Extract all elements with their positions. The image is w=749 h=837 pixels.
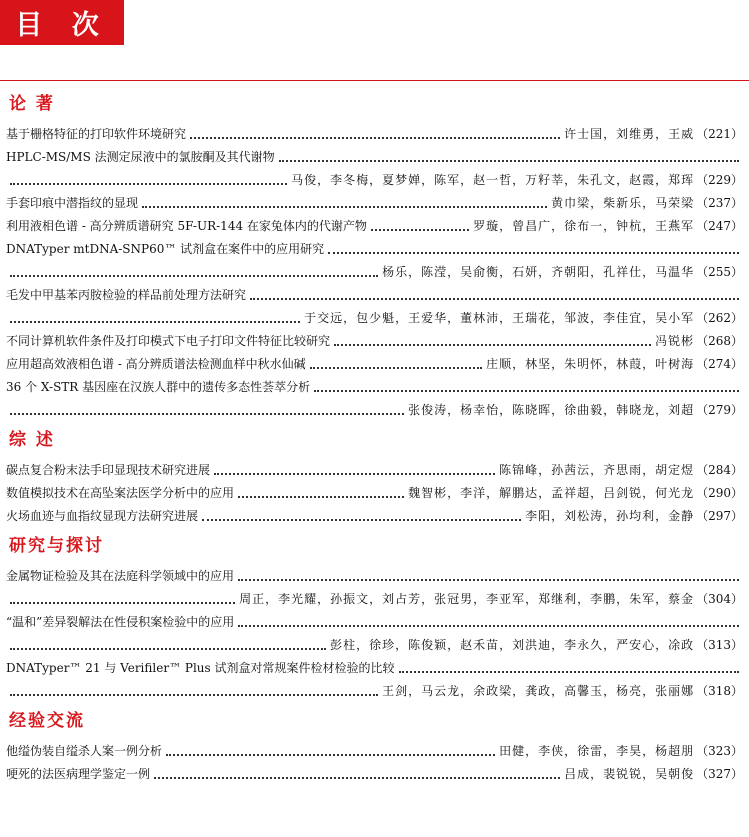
leader-dots	[399, 671, 740, 673]
entry-authors: 马俊，李冬梅，夏梦婵，陈军，赵一哲，万籽莘，朱孔文，赵霞，郑珲	[291, 173, 695, 187]
leader-dots	[10, 602, 235, 604]
table-of-contents	[6, 86, 743, 786]
entry-title: 基于栅格特征的打印软件环境研究	[6, 127, 187, 141]
leader-dots	[10, 183, 287, 185]
entry-title-line	[6, 376, 743, 399]
entry-authors: 陈锦峰，孙茜沄，齐思雨，胡定煜	[499, 463, 695, 477]
entry-authors: 张俊涛，杨幸怡，陈晓晖，徐曲毅，韩晓龙，刘超	[408, 403, 695, 417]
leader-dots	[328, 252, 739, 254]
entry-title: 36 个 X-STR 基因座在汉族人群中的遗传多态性荟萃分析	[6, 380, 311, 394]
entry-page: （279）	[696, 403, 743, 417]
entry-page: （290）	[696, 486, 743, 500]
entry-title: 碳点复合粉末法手印显现技术研究进展	[6, 463, 211, 477]
entry-page: （221）	[696, 127, 743, 141]
toc-header: 目 次	[0, 0, 124, 45]
entry-page: （229）	[696, 173, 743, 187]
entry-authors: 王剑，马云龙，余政梁，龚政，高馨玉，杨亮，张丽娜	[382, 684, 695, 698]
leader-dots	[10, 321, 300, 323]
entry-line	[6, 123, 743, 146]
toc-entry[interactable]	[6, 376, 743, 422]
toc-section	[6, 709, 743, 786]
leader-dots	[250, 298, 739, 300]
toc-entry[interactable]	[6, 459, 743, 482]
entry-line	[6, 505, 743, 528]
leader-dots	[166, 754, 495, 756]
entry-line	[6, 459, 743, 482]
entry-title: 哽死的法医病理学鉴定一例	[6, 767, 151, 781]
entry-page: （255）	[696, 265, 743, 279]
leader-dots	[154, 777, 560, 779]
entry-title: HPLC-MS/MS 法测定尿液中的氯胺酮及其代谢物	[6, 150, 275, 164]
entry-title: 金属物证检验及其在法庭科学领域中的应用	[6, 569, 235, 583]
entry-line	[6, 763, 743, 786]
entry-page: （247）	[696, 219, 743, 233]
entry-authors: 吕成，裴锐锐，吴朝俊	[564, 767, 695, 781]
leader-dots	[279, 160, 739, 162]
entry-line	[6, 482, 743, 505]
leader-dots	[238, 579, 739, 581]
entry-title-line	[6, 284, 743, 307]
header-rule	[0, 80, 749, 81]
leader-dots	[314, 390, 739, 392]
section-title: 研究与探讨	[9, 536, 104, 556]
entry-authors: 杨乐，陈滢，吴俞衡，石妍，齐朝阳，孔祥仕，马温华	[382, 265, 695, 279]
leader-dots	[371, 229, 469, 231]
toc-section	[6, 534, 743, 703]
toc-entry[interactable]	[6, 505, 743, 528]
entry-page: （237）	[696, 196, 743, 210]
entry-title-line	[6, 611, 743, 634]
toc-entry[interactable]	[6, 565, 743, 611]
toc-entry[interactable]	[6, 238, 743, 284]
entry-author-line	[6, 399, 743, 422]
entry-title: 火场血迹与血指纹显现方法研究进展	[6, 509, 199, 523]
entry-page: （262）	[696, 311, 743, 325]
entry-author-line	[6, 680, 743, 703]
leader-dots	[190, 137, 560, 139]
toc-entry[interactable]	[6, 146, 743, 192]
entry-authors: 彭柱，徐珍，陈俊颖，赵禾苗，刘洪迪，李永久，严安心，凃政	[330, 638, 695, 652]
toc-entry[interactable]	[6, 330, 743, 353]
leader-dots	[202, 519, 521, 521]
entry-title: 手套印痕中潜指纹的显现	[6, 196, 139, 210]
toc-entry[interactable]	[6, 657, 743, 703]
entry-title: 不同计算机软件条件及打印模式下电子打印文件特征比较研究	[6, 334, 331, 348]
entry-title-line	[6, 657, 743, 680]
leader-dots	[10, 413, 404, 415]
entry-page: （284）	[696, 463, 743, 477]
entry-line	[6, 215, 743, 238]
entry-title: 他缢伪装自缢杀人案一例分析	[6, 744, 163, 758]
entry-title: “温和”差异裂解法在性侵积案检验中的应用	[6, 615, 235, 629]
entry-title-line	[6, 238, 743, 261]
entry-authors: 田健，李侠，徐雷，李昊，杨超朋	[499, 744, 695, 758]
entry-authors: 于交远，包少魁，王爱华，董林沛，王瑞花，邹波，李佳宜，吴小军	[304, 311, 695, 325]
entry-author-line	[6, 261, 743, 284]
entry-page: （268）	[696, 334, 743, 348]
section-title: 综 述	[9, 430, 55, 450]
leader-dots	[10, 275, 378, 277]
entry-line	[6, 192, 743, 215]
entry-page: （313）	[696, 638, 743, 652]
toc-entry[interactable]	[6, 192, 743, 215]
entry-author-line	[6, 307, 743, 330]
toc-entry[interactable]	[6, 763, 743, 786]
entry-page: （297）	[696, 509, 743, 523]
entry-page: （274）	[696, 357, 743, 371]
entry-title: 利用液相色谱 - 高分辨质谱研究 5F-UR-144 在家兔体内的代谢产物	[6, 219, 367, 233]
entry-author-line	[6, 169, 743, 192]
entry-authors: 庄顺，林坚，朱明怀，林葭，叶树海	[486, 357, 695, 371]
entry-authors: 周正，李光耀，孙振文，刘占芳，张冠男，李亚军，郑继利，李鹏，朱军，蔡金	[239, 592, 695, 606]
toc-section	[6, 92, 743, 422]
toc-section	[6, 428, 743, 528]
entry-line	[6, 353, 743, 376]
entry-page: （318）	[696, 684, 743, 698]
leader-dots	[214, 473, 495, 475]
toc-entry[interactable]	[6, 482, 743, 505]
toc-entry[interactable]	[6, 123, 743, 146]
leader-dots	[10, 648, 326, 650]
entry-page: （304）	[696, 592, 743, 606]
entry-authors: 罗璇，曾昌广，徐布一，钟杭，王燕军	[473, 219, 695, 233]
entry-authors: 冯锐彬	[655, 334, 695, 348]
entry-line	[6, 330, 743, 353]
toc-entry[interactable]	[6, 284, 743, 330]
entry-author-line	[6, 588, 743, 611]
leader-dots	[334, 344, 651, 346]
leader-dots	[142, 206, 547, 208]
entry-title: DNATyper mtDNA-SNP60™ 试剂盒在案件中的应用研究	[6, 242, 325, 256]
entry-title: 数值模拟技术在高坠案法医学分析中的应用	[6, 486, 235, 500]
entry-title-line	[6, 146, 743, 169]
toc-entry[interactable]	[6, 353, 743, 376]
leader-dots	[238, 625, 739, 627]
section-title: 论 著	[9, 94, 55, 114]
entry-title: 应用超高效液相色谱 - 高分辨质谱法检测血样中秋水仙碱	[6, 357, 306, 371]
section-title: 经验交流	[9, 711, 85, 731]
leader-dots	[10, 694, 378, 696]
entry-authors: 魏智彬，李洋，解鹏达，孟祥超，吕剑锐，何光龙	[408, 486, 695, 500]
entry-title-line	[6, 565, 743, 588]
entry-title: DNATyper™ 21 与 Verifiler™ Plus 试剂盒对常规案件检材检验的比较	[6, 661, 395, 675]
toc-entry[interactable]	[6, 215, 743, 238]
entry-author-line	[6, 634, 743, 657]
entry-authors: 许士国，刘维勇，王威	[564, 127, 695, 141]
toc-entry[interactable]	[6, 611, 743, 657]
entry-page: （323）	[696, 744, 743, 758]
leader-dots	[310, 367, 482, 369]
leader-dots	[238, 496, 404, 498]
entry-title: 毛发中甲基苯丙胺检验的样品前处理方法研究	[6, 288, 247, 302]
toc-entry[interactable]	[6, 740, 743, 763]
entry-authors: 李阳，刘松涛，孙均利，金静	[525, 509, 695, 523]
entry-page: （327）	[696, 767, 743, 781]
entry-authors: 黄巾梁，柴新乐，马荣梁	[551, 196, 695, 210]
entry-line	[6, 740, 743, 763]
